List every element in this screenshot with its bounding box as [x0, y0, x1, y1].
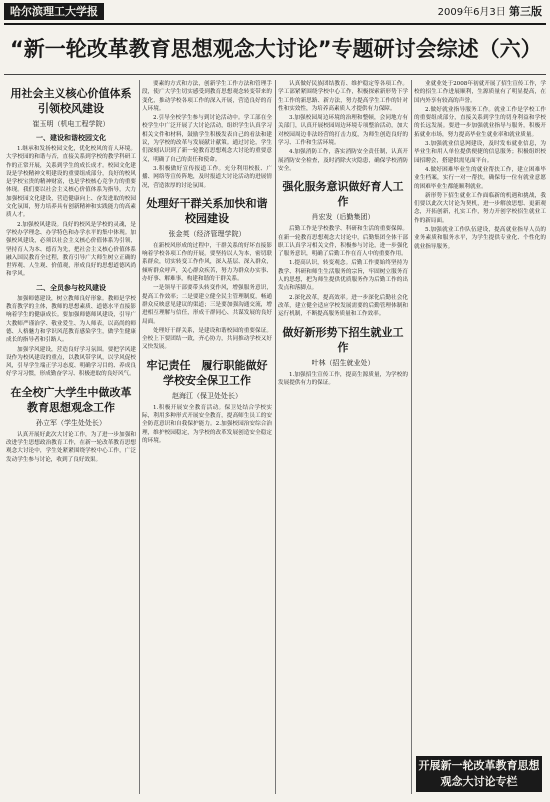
paragraph: 2.引导全校学生参与到讨论活动中。学工部在全校学生中广泛开展了大讨论活动，组织学生认真学习相关文件和材料，鼓励学生积极发表自己的看法和建议，为学校的改革与发展献计献策。通过讨论，学生们深刻认识到了新一轮教育思想观念大讨论的重要意义，明确了自己的责任和使命。	[142, 115, 272, 163]
paragraph: 处理好干群关系，是建设和谐校园的重要保证。全校上下要团结一致，齐心协力，共同推动学校又好又快发展。	[142, 327, 272, 351]
article-title: 强化服务意识做好育人工作	[282, 180, 404, 209]
column-divider	[411, 80, 412, 794]
paragraph: 3.加强校园周边环境的治理和整顿，会同地方有关部门，认真开展校园周边环境专项整治活动，加大对校园周边非法经营的打击力度，为师生创造良好的学习、工作和生活环境。	[278, 115, 408, 147]
column-divider	[139, 80, 140, 794]
article-title: 牢记责任 履行职能做好学校安全保卫工作	[146, 358, 268, 387]
column-3	[278, 80, 408, 794]
article-byline: 张金英（经济管理学院）	[168, 229, 246, 238]
paragraph: 加强师德建设，树立教师良好形象。教师是学校教育教学的主体，教师的思想素质、道德水平直接影响着学生的健康成长。要加强师德师风建设，引导广大教师严谨治学、敬业爱生、为人师表，以高尚的师德、人格魅力和学识风范教育感染学生，做学生健康成长的指导者和引路人。	[6, 295, 136, 344]
column-1	[6, 80, 136, 794]
paragraph: 后勤工作是学校教学、科研和生活的重要保障。在新一轮教育思想观念大讨论中，后勤集团全体干部职工认真学习相关文件，积极参与讨论，进一步强化了服务意识，明确了后勤工作在育人中的重要作用。	[278, 226, 408, 258]
article-title: 在全校广大学生中做改革教育思想观念工作	[10, 385, 132, 414]
page-headline: “新一轮改革教育思想观念大讨论”专题研讨会综述（六）	[10, 37, 542, 61]
paragraph: 4.做好困难毕业生的就业帮扶工作，建立困难毕业生档案，实行一对一帮扶，确保每一位有就业意愿的困难毕业生都能顺利就业。	[414, 166, 546, 190]
column-series-label: 开展新一轮改革教育思想观念大讨论专栏	[416, 756, 542, 792]
paragraph: 要素的方式和方法，创新学生工作方法和管理手段，使广大学生切实感受到教育思想观念转变带来的变化，推动学校各项工作的深入开展，营造良好的育人环境。	[142, 81, 272, 112]
article-byline: 赵海江（保卫处处长）	[172, 391, 242, 400]
section-heading: 二、全员参与校风建设	[36, 282, 106, 292]
article-byline: 肖宏发（后勤集团）	[311, 213, 375, 222]
paragraph: 1.加强招生宣传工作，提高生源质量，为学校的发展提供有力的保证。	[278, 371, 408, 386]
column-2	[142, 80, 272, 794]
article-title: 做好新形势下招生就业工作	[282, 325, 404, 354]
article-title: 用社会主义核心价值体系引领校风建设	[10, 87, 132, 115]
paragraph: 3.积极做好宣传报道工作。充分利用校报、广播、网络等宣传阵地，及时报道大讨论活动的进展情况，营造浓厚的讨论氛围。	[142, 165, 272, 189]
paragraph: 认真开展好此次大讨论工作，为了进一步加强和改进学生思想政治教育工作，在新一轮改革教育思想观念大讨论中，学生处紧紧围绕学校中心工作，广泛发动学生参与讨论，收到了良好效果。	[6, 431, 136, 463]
top-rule	[4, 23, 546, 25]
paragraph: 新形势下招生就业工作面临新的机遇和挑战，我们要以此次大讨论为契机，进一步解放思想、更新观念，开拓创新，扎实工作，努力开创学校招生就业工作的新局面。	[414, 192, 546, 224]
paragraph: 4.加强消防工作，落实消防安全责任制，认真开展消防安全检查，及时消除火灾隐患，确保学校消防安全。	[278, 149, 408, 172]
article-byline: 叶林（招生就业处）	[311, 358, 375, 367]
paragraph: 1.提高认识，转变观念。后勤工作要始终坚持为教学、科研和师生生活服务的宗旨，牢固树立服务育人的思想，把为师生提供优质服务作为后勤工作的出发点和落脚点。	[278, 260, 408, 292]
issue-info	[438, 4, 542, 21]
paragraph: 1.积极开展安全教育活动。保卫处结合学校实际，利用多种形式开展安全教育，提高师生员工的安全防范意识和自我保护能力。2.加强校园治安综合治理，维护校园稳定，为学校的改革发展创造安全稳定的环境。	[142, 404, 272, 444]
paragraph: 2.做好就业指导服务工作。就业工作是学校工作的重要组成部分，直接关系到学生的切身利益和学校的长远发展。要进一步加强就业指导与服务，积极开拓就业市场，努力提高毕业生就业率和就业质量。	[414, 106, 546, 138]
paragraph: 1.继承和发扬校园文化，优化校风的育人环境。大学校园的和谐与否，直接关系到学校的教学科研工作的正常开展，关系到学生的成长成才。校园文化建设是学校精神文明建设的重要组成部分，良好的校风是学校宝贵的精神财富，也是学校核心竞争力的重要体现。我们要以社会主义核心价值体系为指导，大力加强校园文化建设，营造健康向上、奋发进取的校园文化氛围，努力培养具有创新精神和实践能力的高素质人才。	[6, 146, 136, 219]
section-heading: 一、建设和谐校园文化	[36, 133, 106, 142]
paragraph: 2.深化改革，提高效率。进一步深化后勤社会化改革，建立健全适应学校发展需要的后勤管理体制和运行机制，不断提高服务质量和工作效率。	[278, 294, 408, 318]
headline-rule	[4, 74, 546, 75]
article-byline: 孙立军（学生处处长）	[36, 418, 106, 427]
paragraph: 5.加强就业工作队伍建设，提高就业指导人员的业务素质和服务水平，为学生提供专业化、个性化的就业指导服务。	[414, 227, 546, 250]
paragraph: 认真做好民族团结教育、维护稳定等各项工作。学工部紧紧围绕学校中心工作，积极探索新形势下学生工作的新思路、新方法，努力提高学生工作的针对性和实效性，为培养高素质人才提供有力保障。	[278, 81, 408, 112]
article-title: 处理好干群关系加快和谐校园建设	[146, 196, 268, 225]
paragraph: 加强学风建设，营造良好学习氛围。要把学风建设作为校风建设的重点，以教风带学风，以学风促校风，引导学生端正学习态度、明确学习目的、养成良好学习习惯，形成勤奋学习、积极进取的良好风气。	[6, 346, 136, 378]
paragraph: 2.加强校风建设。良好的校风是学校的灵魂，是学校办学理念、办学特色和办学水平的集中体现。加强校风建设，必须以社会主义核心价值体系为引领，坚持育人为本、德育为先，把社会主义核心价值体系融入国民教育全过程，教育引导广大师生树立正确的世界观、人生观、价值观，形成良好的思想道德风尚和学风。	[6, 221, 136, 278]
page-label: 第三版	[509, 5, 542, 18]
article-byline: 崔玉明（机电工程学院）	[32, 120, 110, 128]
paper-name: 哈尔滨理工大学报	[4, 3, 104, 20]
column-4	[414, 80, 546, 794]
issue-date: 2009年6月3日	[437, 7, 506, 18]
paragraph: 3.加强就业信息网建设，及时发布就业信息，为毕业生和用人单位提供便捷的信息服务；积极组织校园招聘会，搭建供需见面平台。	[414, 141, 546, 164]
paragraph: 一是领导干部要带头转变作风，增强服务意识，提高工作效率；二是要建立健全民主管理制度，畅通群众反映意见建议的渠道；三是要加强沟通交流，增进相互理解与信任，形成干群同心、共谋发展的良好局面。	[142, 285, 272, 325]
paragraph: 业就业处于2008年初就开展了招生宣传工作，学校的招生工作进展顺利，生源质量有了明显提高，在国内外享有较高的声誉。	[414, 81, 546, 104]
paragraph: 在新校风形成的过程中，干群关系的好坏直接影响着学校各项工作的开展。要坚持以人为本，密切联系群众，切实转变工作作风，深入基层、深入群众，倾听群众呼声，关心群众疾苦，努力为群众办实事、办好事、解难事，构建和谐的干群关系。	[142, 242, 272, 283]
masthead	[0, 0, 550, 24]
column-divider	[275, 80, 276, 794]
